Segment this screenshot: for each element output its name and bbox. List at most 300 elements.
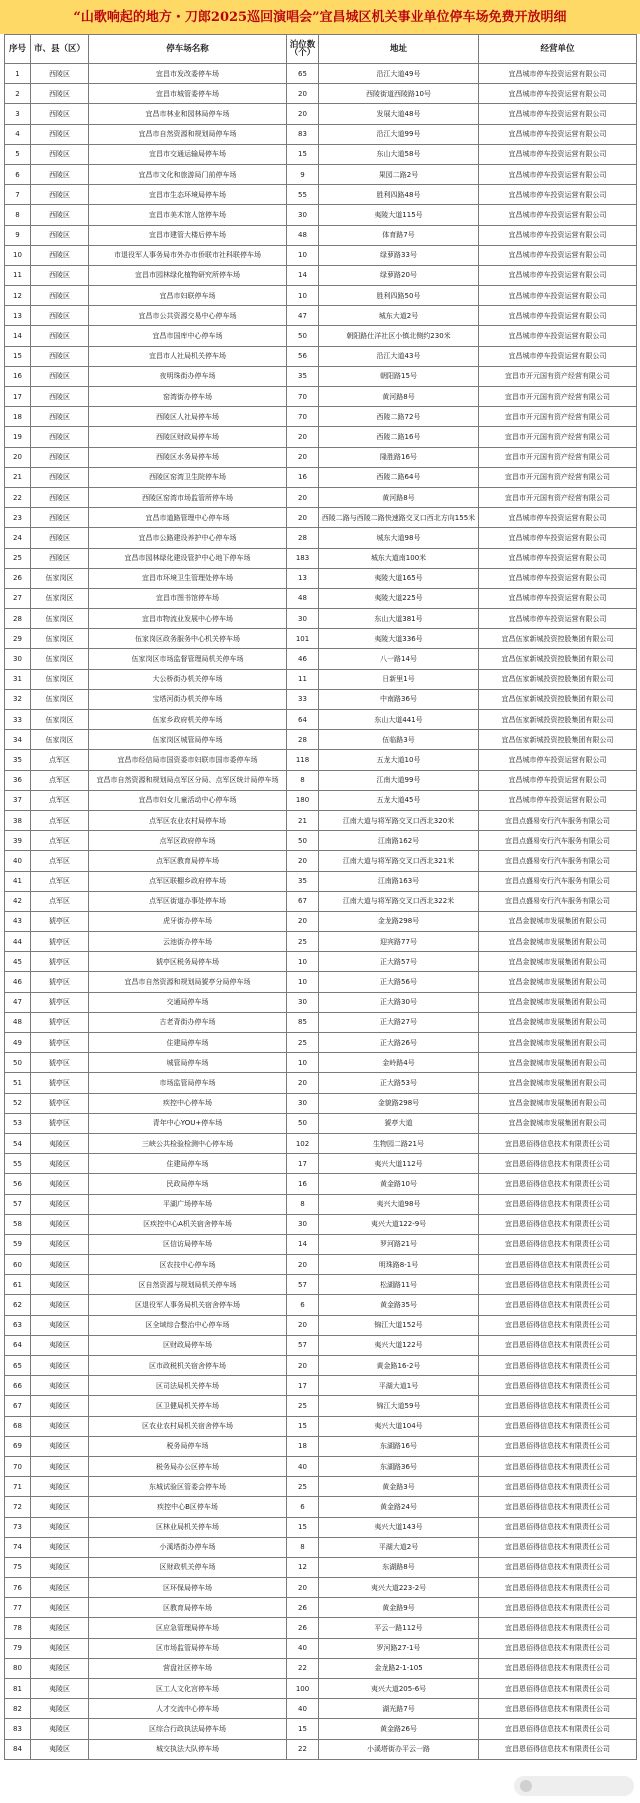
cell-operator: 宜昌点盛易安行汽车服务有限公司 [479, 851, 637, 871]
cell-district: 夷陵区 [31, 1638, 89, 1658]
cell-operator: 宜昌城市停车投资运营有限公司 [479, 205, 637, 225]
cell-operator: 宜昌伍家新城投资控股集团有限公司 [479, 669, 637, 689]
table-row [5, 205, 637, 225]
cell-operator: 宜昌城市停车投资运营有限公司 [479, 265, 637, 285]
cell-capacity: 30 [287, 1214, 319, 1234]
cell-no: 7 [5, 185, 31, 205]
cell-parking-name: 疾控中心停车场 [89, 1093, 287, 1113]
cell-capacity: 50 [287, 831, 319, 851]
cell-parking-name: 住建局停车场 [89, 1154, 287, 1174]
cell-parking-name: 区林业局机关停车场 [89, 1517, 287, 1537]
cell-district: 点军区 [31, 770, 89, 790]
cell-no: 64 [5, 1335, 31, 1355]
cell-address: 西陵二路与西陵二路快速路交叉口西北方向155米 [319, 508, 479, 528]
cell-address: 八一路14号 [319, 649, 479, 669]
cell-operator: 宜昌金貌城市发展集团有限公司 [479, 1113, 637, 1133]
cell-district: 伍家岗区 [31, 649, 89, 669]
cell-operator: 宜昌金貌城市发展集团有限公司 [479, 1033, 637, 1053]
cell-parking-name: 宜昌市园林绿化建设管护中心地下停车场 [89, 548, 287, 568]
cell-district: 西陵区 [31, 548, 89, 568]
table-row [5, 1497, 637, 1517]
cell-operator: 宜昌伍家新城投资控股集团有限公司 [479, 629, 637, 649]
cell-capacity: 14 [287, 1234, 319, 1254]
cell-address: 西陵街道西陵路10号 [319, 84, 479, 104]
cell-address: 体育路7号 [319, 225, 479, 245]
cell-capacity: 50 [287, 326, 319, 346]
cell-capacity: 183 [287, 548, 319, 568]
cell-capacity: 20 [287, 1356, 319, 1376]
table-row [5, 487, 637, 507]
cell-parking-name: 宜昌市环境卫生管理处停车场 [89, 568, 287, 588]
cell-parking-name: 点军区街道办事处停车场 [89, 891, 287, 911]
cell-capacity: 11 [287, 669, 319, 689]
cell-operator: 宜昌城市停车投资运营有限公司 [479, 286, 637, 306]
cell-parking-name: 城交执法大队停车场 [89, 1739, 287, 1759]
cell-operator: 宜昌市开元国有资产经营有限公司 [479, 447, 637, 467]
cell-address: 沿江大道99号 [319, 124, 479, 144]
cell-operator: 宜昌城市停车投资运营有限公司 [479, 568, 637, 588]
cell-no: 29 [5, 629, 31, 649]
cell-operator: 宜昌恩佰得信息技术有限责任公司 [479, 1679, 637, 1699]
cell-address: 锦江大道152号 [319, 1315, 479, 1335]
cell-district: 伍家岗区 [31, 609, 89, 629]
cell-operator: 宜昌城市停车投资运营有限公司 [479, 326, 637, 346]
cell-address: 朝阳路15号 [319, 366, 479, 386]
cell-address: 金貌路298号 [319, 1093, 479, 1113]
cell-district: 点军区 [31, 831, 89, 851]
cell-capacity: 10 [287, 952, 319, 972]
cell-operator: 宜昌市开元国有资产经营有限公司 [479, 487, 637, 507]
table-row [5, 104, 637, 124]
cell-operator: 宜昌恩佰得信息技术有限责任公司 [479, 1699, 637, 1719]
cell-operator: 宜昌恩佰得信息技术有限责任公司 [479, 1376, 637, 1396]
table-row [5, 1093, 637, 1113]
cell-no: 63 [5, 1315, 31, 1335]
cell-district: 夷陵区 [31, 1194, 89, 1214]
cell-operator: 宜昌恩佰得信息技术有限责任公司 [479, 1154, 637, 1174]
cell-capacity: 70 [287, 387, 319, 407]
table-row [5, 265, 637, 285]
cell-district: 点军区 [31, 851, 89, 871]
cell-capacity: 16 [287, 467, 319, 487]
cell-district: 西陵区 [31, 508, 89, 528]
cell-operator: 宜昌恩佰得信息技术有限责任公司 [479, 1598, 637, 1618]
cell-capacity: 57 [287, 1275, 319, 1295]
cell-district: 西陵区 [31, 487, 89, 507]
cell-district: 夷陵区 [31, 1477, 89, 1497]
cell-district: 夷陵区 [31, 1335, 89, 1355]
cell-district: 夷陵区 [31, 1739, 89, 1759]
cell-address: 中南路36号 [319, 689, 479, 709]
cell-parking-name: 宜昌市图书馆停车场 [89, 588, 287, 608]
cell-address: 夷兴大道98号 [319, 1194, 479, 1214]
cell-parking-name: 人才交流中心停车场 [89, 1699, 287, 1719]
cell-operator: 宜昌金貌城市发展集团有限公司 [479, 911, 637, 931]
cell-address: 五龙大道45号 [319, 790, 479, 810]
cell-capacity: 9 [287, 164, 319, 184]
cell-no: 5 [5, 144, 31, 164]
cell-address: 胜利四路48号 [319, 185, 479, 205]
cell-operator: 宜昌城市停车投资运营有限公司 [479, 124, 637, 144]
cell-no: 58 [5, 1214, 31, 1234]
table-row [5, 1053, 637, 1073]
cell-no: 16 [5, 366, 31, 386]
cell-capacity: 17 [287, 1376, 319, 1396]
cell-parking-name: 虎牙街办停车场 [89, 911, 287, 931]
table-row [5, 548, 637, 568]
cell-address: 江南大道与将军路交叉口西北320米 [319, 810, 479, 830]
cell-parking-name: 营盘社区停车场 [89, 1658, 287, 1678]
cell-district: 伍家岗区 [31, 689, 89, 709]
cell-no: 1 [5, 64, 31, 84]
title-banner [0, 0, 640, 34]
cell-parking-name: 区司法局机关停车场 [89, 1376, 287, 1396]
cell-capacity: 15 [287, 1517, 319, 1537]
cell-operator: 宜昌恩佰得信息技术有限责任公司 [479, 1497, 637, 1517]
table-row [5, 1719, 637, 1739]
cell-parking-name: 区卫健局机关停车场 [89, 1396, 287, 1416]
cell-no: 14 [5, 326, 31, 346]
cell-operator: 宜昌城市停车投资运营有限公司 [479, 609, 637, 629]
table-row [5, 770, 637, 790]
table-row [5, 750, 637, 770]
cell-no: 69 [5, 1436, 31, 1456]
table-header-row [5, 35, 637, 64]
cell-address: 黄金路26号 [319, 1719, 479, 1739]
cell-capacity: 18 [287, 1436, 319, 1456]
cell-parking-name: 宜昌市自然资源和规划局停车场 [89, 124, 287, 144]
cell-parking-name: 伍家岗区城管局停车场 [89, 730, 287, 750]
cell-parking-name: 宜昌市公路建设养护中心停车场 [89, 528, 287, 548]
table-row [5, 1073, 637, 1093]
cell-capacity: 25 [287, 1477, 319, 1497]
table-row [5, 124, 637, 144]
parking-table [4, 34, 637, 1760]
cell-parking-name: 平湖广场停车场 [89, 1194, 287, 1214]
cell-no: 21 [5, 467, 31, 487]
cell-parking-name: 西陵区窑湾卫生院停车场 [89, 467, 287, 487]
cell-operator: 宜昌城市停车投资运营有限公司 [479, 104, 637, 124]
cell-no: 81 [5, 1679, 31, 1699]
cell-district: 西陵区 [31, 164, 89, 184]
cell-operator: 宜昌恩佰得信息技术有限责任公司 [479, 1638, 637, 1658]
table-row [5, 1679, 637, 1699]
cell-operator: 宜昌恩佰得信息技术有限责任公司 [479, 1194, 637, 1214]
cell-capacity: 64 [287, 710, 319, 730]
cell-capacity: 180 [287, 790, 319, 810]
table-row [5, 508, 637, 528]
cell-parking-name: 宜昌市生态环境局停车场 [89, 185, 287, 205]
cell-capacity: 30 [287, 609, 319, 629]
table-row [5, 528, 637, 548]
cell-capacity: 20 [287, 851, 319, 871]
cell-district: 西陵区 [31, 407, 89, 427]
cell-operator: 宜昌市开元国有资产经营有限公司 [479, 407, 637, 427]
cell-address: 迎宾路77号 [319, 932, 479, 952]
cell-no: 18 [5, 407, 31, 427]
cell-parking-name: 点军区政府停车场 [89, 831, 287, 851]
cell-address: 东湖路16号 [319, 1436, 479, 1456]
table-row [5, 1295, 637, 1315]
table-row [5, 346, 637, 366]
cell-address: 黄金路24号 [319, 1497, 479, 1517]
table-row [5, 1154, 637, 1174]
cell-capacity: 20 [287, 1578, 319, 1598]
cell-operator: 宜昌城市停车投资运营有限公司 [479, 588, 637, 608]
cell-address: 猇亭大道 [319, 1113, 479, 1133]
cell-no: 10 [5, 245, 31, 265]
cell-address: 胜利四路50号 [319, 286, 479, 306]
cell-district: 西陵区 [31, 306, 89, 326]
cell-operator: 宜昌城市停车投资运营有限公司 [479, 306, 637, 326]
cell-capacity: 55 [287, 185, 319, 205]
cell-parking-name: 宜昌市自然资源和规划局猇亭分局停车场 [89, 972, 287, 992]
cell-address: 西陵二路72号 [319, 407, 479, 427]
cell-no: 57 [5, 1194, 31, 1214]
table-row [5, 851, 637, 871]
cell-operator: 宜昌恩佰得信息技术有限责任公司 [479, 1416, 637, 1436]
cell-address: 平湖大道1号 [319, 1376, 479, 1396]
cell-district: 夷陵区 [31, 1356, 89, 1376]
table-row [5, 1517, 637, 1537]
cell-parking-name: 税务局停车场 [89, 1436, 287, 1456]
table-row [5, 810, 637, 830]
cell-operator: 宜昌恩佰得信息技术有限责任公司 [479, 1255, 637, 1275]
cell-district: 夷陵区 [31, 1255, 89, 1275]
cell-parking-name: 市场监管局停车场 [89, 1073, 287, 1093]
cell-capacity: 10 [287, 245, 319, 265]
cell-address: 江南路163号 [319, 871, 479, 891]
cell-operator: 宜昌金貌城市发展集团有限公司 [479, 1093, 637, 1113]
cell-address: 罗河路21号 [319, 1234, 479, 1254]
cell-capacity: 17 [287, 1154, 319, 1174]
cell-parking-name: 宜昌市道路管理中心停车场 [89, 508, 287, 528]
cell-no: 76 [5, 1578, 31, 1598]
cell-capacity: 8 [287, 1194, 319, 1214]
cell-parking-name: 区财政机关停车场 [89, 1557, 287, 1577]
cell-parking-name: 猇亭区税务局停车场 [89, 952, 287, 972]
cell-parking-name: 宜昌市妇女儿童活动中心停车场 [89, 790, 287, 810]
cell-capacity: 20 [287, 447, 319, 467]
table-row [5, 1356, 637, 1376]
cell-operator: 宜昌恩佰得信息技术有限责任公司 [479, 1477, 637, 1497]
cell-parking-name: 区综合行政执法局停车场 [89, 1719, 287, 1739]
cell-operator: 宜昌城市停车投资运营有限公司 [479, 346, 637, 366]
cell-address: 松湖路11号 [319, 1275, 479, 1295]
cell-district: 夷陵区 [31, 1275, 89, 1295]
cell-address: 锦江大道59号 [319, 1396, 479, 1416]
cell-address: 金龙路2-1-105 [319, 1658, 479, 1678]
cell-district: 夷陵区 [31, 1557, 89, 1577]
cell-no: 33 [5, 710, 31, 730]
cell-capacity: 21 [287, 810, 319, 830]
table-row [5, 1234, 637, 1254]
table-row [5, 710, 637, 730]
cell-district: 夷陵区 [31, 1537, 89, 1557]
cell-operator: 宜昌恩佰得信息技术有限责任公司 [479, 1174, 637, 1194]
cell-capacity: 6 [287, 1497, 319, 1517]
table-row [5, 306, 637, 326]
cell-parking-name: 西陵区窑湾市场监管所停车场 [89, 487, 287, 507]
cell-no: 35 [5, 750, 31, 770]
cell-capacity: 20 [287, 1073, 319, 1093]
cell-address: 东湖路8号 [319, 1557, 479, 1577]
cell-no: 59 [5, 1234, 31, 1254]
cell-operator: 宜昌恩佰得信息技术有限责任公司 [479, 1436, 637, 1456]
table-row [5, 64, 637, 84]
cell-parking-name: 宝塔河街办机关停车场 [89, 689, 287, 709]
cell-operator: 宜昌城市停车投资运营有限公司 [479, 84, 637, 104]
cell-capacity: 30 [287, 992, 319, 1012]
cell-capacity: 67 [287, 891, 319, 911]
cell-parking-name: 宜昌市公共资源交易中心停车场 [89, 306, 287, 326]
cell-parking-name: 云池街办停车场 [89, 932, 287, 952]
cell-capacity: 65 [287, 64, 319, 84]
cell-capacity: 25 [287, 1396, 319, 1416]
cell-district: 西陵区 [31, 265, 89, 285]
cell-address: 江南路162号 [319, 831, 479, 851]
cell-capacity: 25 [287, 932, 319, 952]
cell-address: 黄河路8号 [319, 487, 479, 507]
cell-address: 日新里1号 [319, 669, 479, 689]
cell-parking-name: 区应急管理局停车场 [89, 1618, 287, 1638]
table-row [5, 1598, 637, 1618]
table-row [5, 669, 637, 689]
cell-address: 东山大道58号 [319, 144, 479, 164]
cell-district: 夷陵区 [31, 1618, 89, 1638]
cell-operator: 宜昌恩佰得信息技术有限责任公司 [479, 1396, 637, 1416]
cell-district: 夷陵区 [31, 1154, 89, 1174]
watermark [514, 1776, 634, 1796]
cell-capacity: 15 [287, 1416, 319, 1436]
cell-parking-name: 伍家乡政府机关停车场 [89, 710, 287, 730]
cell-address: 平湖大道2号 [319, 1537, 479, 1557]
cell-parking-name: 区农业农村局机关宿舍停车场 [89, 1416, 287, 1436]
table-row [5, 1315, 637, 1335]
cell-address: 金岭路4号 [319, 1053, 479, 1073]
cell-capacity: 33 [287, 689, 319, 709]
table-row [5, 932, 637, 952]
cell-address: 夷兴大道122号 [319, 1335, 479, 1355]
cell-operator: 宜昌城市停车投资运营有限公司 [479, 245, 637, 265]
cell-no: 45 [5, 952, 31, 972]
cell-capacity: 35 [287, 366, 319, 386]
cell-district: 猇亭区 [31, 952, 89, 972]
cell-capacity: 20 [287, 104, 319, 124]
cell-operator: 宜昌恩佰得信息技术有限责任公司 [479, 1133, 637, 1153]
cell-capacity: 22 [287, 1739, 319, 1759]
cell-operator: 宜昌金貌城市发展集团有限公司 [479, 1053, 637, 1073]
table-row [5, 467, 637, 487]
cell-address: 城东大道2号 [319, 306, 479, 326]
cell-parking-name: 区全域综合整治中心停车场 [89, 1315, 287, 1335]
cell-district: 猇亭区 [31, 1012, 89, 1032]
cell-address: 生物园二路21号 [319, 1133, 479, 1153]
table-row [5, 245, 637, 265]
cell-no: 38 [5, 810, 31, 830]
cell-no: 70 [5, 1456, 31, 1476]
cell-address: 黄金路10号 [319, 1174, 479, 1194]
cell-district: 西陵区 [31, 64, 89, 84]
cell-capacity: 102 [287, 1133, 319, 1153]
cell-capacity: 8 [287, 770, 319, 790]
cell-no: 19 [5, 427, 31, 447]
cell-capacity: 26 [287, 1598, 319, 1618]
cell-operator: 宜昌恩佰得信息技术有限责任公司 [479, 1335, 637, 1355]
cell-district: 点军区 [31, 810, 89, 830]
cell-no: 80 [5, 1658, 31, 1678]
cell-address: 江南大道与将军路交叉口西北322米 [319, 891, 479, 911]
table-row [5, 1699, 637, 1719]
page-title: “山歌响起的地方・刀郎2025巡回演唱会”宜昌城区机关事业单位停车场免费开放明细 [73, 10, 567, 25]
cell-address: 金龙路298号 [319, 911, 479, 931]
table-row [5, 790, 637, 810]
table-row [5, 1033, 637, 1053]
cell-parking-name: 小溪塔街办停车场 [89, 1537, 287, 1557]
cell-district: 西陵区 [31, 286, 89, 306]
cell-operator: 宜昌点盛易安行汽车服务有限公司 [479, 831, 637, 851]
cell-no: 66 [5, 1376, 31, 1396]
cell-capacity: 20 [287, 487, 319, 507]
table-row [5, 871, 637, 891]
cell-address: 湖光路7号 [319, 1699, 479, 1719]
cell-address: 黄金路3号 [319, 1477, 479, 1497]
cell-operator: 宜昌恩佰得信息技术有限责任公司 [479, 1275, 637, 1295]
cell-parking-name: 区环保局停车场 [89, 1578, 287, 1598]
cell-capacity: 35 [287, 871, 319, 891]
cell-capacity: 10 [287, 972, 319, 992]
cell-parking-name: 宜昌市园林绿化植物研究所停车场 [89, 265, 287, 285]
cell-address: 伍临路3号 [319, 730, 479, 750]
cell-address: 黄金路35号 [319, 1295, 479, 1315]
table-row [5, 629, 637, 649]
cell-operator: 宜昌恩佰得信息技术有限责任公司 [479, 1537, 637, 1557]
cell-district: 夷陵区 [31, 1416, 89, 1436]
cell-address: 绿萝路20号 [319, 265, 479, 285]
cell-no: 83 [5, 1719, 31, 1739]
cell-operator: 宜昌城市停车投资运营有限公司 [479, 790, 637, 810]
cell-no: 84 [5, 1739, 31, 1759]
table-row [5, 1275, 637, 1295]
header-parking-name: 停车场名称 [89, 35, 287, 64]
cell-capacity: 56 [287, 346, 319, 366]
cell-parking-name: 宜昌市自然资源和规划局点军区分局、点军区统计局停车场 [89, 770, 287, 790]
cell-capacity: 12 [287, 1557, 319, 1577]
cell-parking-name: 大公桥街办机关停车场 [89, 669, 287, 689]
cell-parking-name: 区市政税机关宿舍停车场 [89, 1356, 287, 1376]
cell-district: 西陵区 [31, 225, 89, 245]
table-row [5, 891, 637, 911]
cell-district: 夷陵区 [31, 1436, 89, 1456]
cell-capacity: 20 [287, 84, 319, 104]
cell-address: 江南大道99号 [319, 770, 479, 790]
cell-no: 26 [5, 568, 31, 588]
cell-address: 发展大道48号 [319, 104, 479, 124]
table-row [5, 447, 637, 467]
cell-parking-name: 伍家岗区政务服务中心机关停车场 [89, 629, 287, 649]
cell-district: 夷陵区 [31, 1497, 89, 1517]
cell-no: 52 [5, 1093, 31, 1113]
cell-operator: 宜昌城市停车投资运营有限公司 [479, 528, 637, 548]
cell-parking-name: 城管局停车场 [89, 1053, 287, 1073]
cell-parking-name: 西陵区财政局停车场 [89, 427, 287, 447]
cell-capacity: 26 [287, 1618, 319, 1638]
cell-no: 73 [5, 1517, 31, 1537]
cell-address: 夷陵大道165号 [319, 568, 479, 588]
cell-operator: 宜昌伍家新城投资控股集团有限公司 [479, 689, 637, 709]
table-row [5, 730, 637, 750]
cell-district: 夷陵区 [31, 1517, 89, 1537]
